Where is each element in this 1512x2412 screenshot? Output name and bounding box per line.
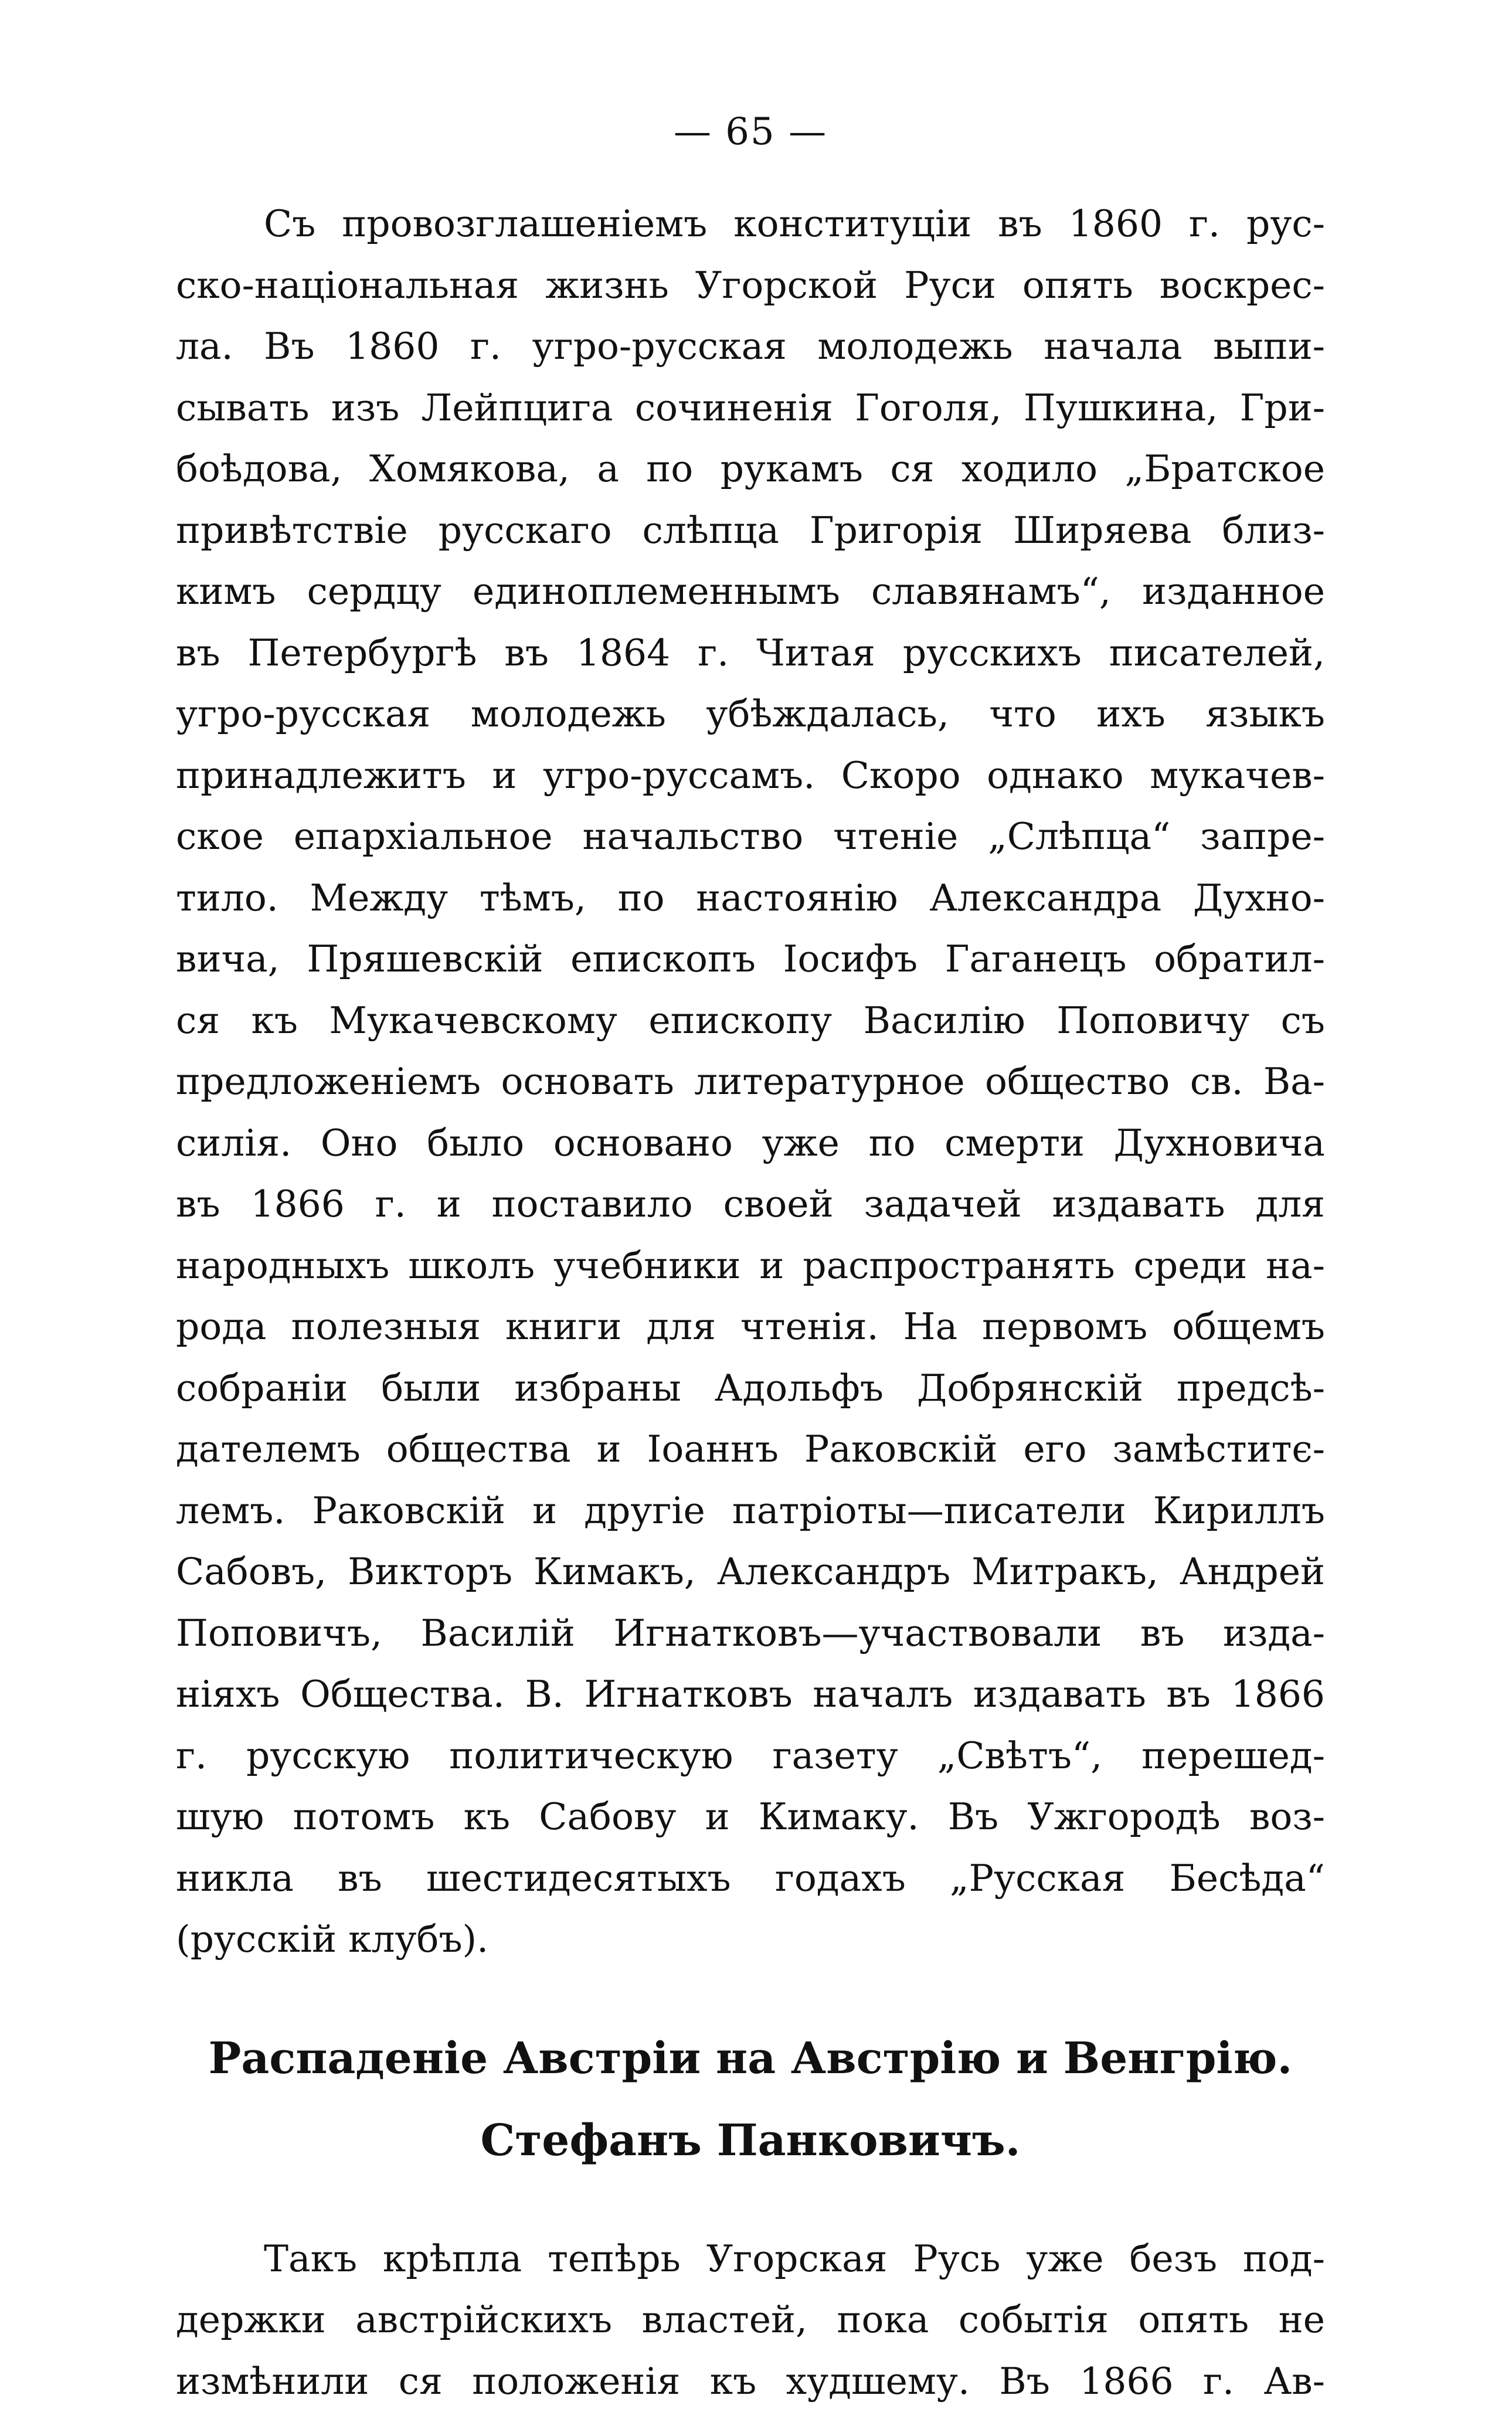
page-number: — 65 — [176,106,1325,158]
text-line: силія. Оно было основано уже по смерти Духновича [176,1113,1325,1174]
text-line: собраніи были избраны Адольфъ Добрянскій предсѣ- [176,1358,1325,1419]
section-heading-line-2: Стефанъ Панковичъ. [176,2100,1325,2182]
text-line: Съ провозглашеніемъ конституціи въ 1860 г. рус- [176,193,1325,255]
text-line: ско-національная жизнь Угорской Руси опять воскрес- [176,255,1325,317]
book-page [176,106,1325,2412]
text-line: шую потомъ къ Сабову и Кимаку. Въ Ужгородѣ воз- [176,1786,1325,1848]
text-line: вича, Пряшевскій епископъ Іосифъ Гаганецъ обратил- [176,929,1325,990]
text-line: кимъ сердцу единоплеменнымъ славянамъ“, изданное [176,561,1325,623]
text-line: тило. Между тѣмъ, по настоянію Александра Духно- [176,868,1325,929]
text-line: боѣдова, Хомякова, а по рукамъ ся ходило „Братское [176,439,1325,500]
text-line: лемъ. Раковскій и другіе патріоты—писатели Кириллъ [176,1480,1325,1542]
text-line: держки австрійскихъ властей, пока событія опять не [176,2289,1325,2351]
text-line: никла въ шестидесятыхъ годахъ „Русская Бесѣда“ [176,1848,1325,1910]
text-line: Сабовъ, Викторъ Кимакъ, Александръ Митракъ, Андрей [176,1541,1325,1603]
text-line: народныхъ школъ учебники и распространять среди на- [176,1235,1325,1297]
text-line: измѣнили ся положенія къ худшему. Въ 1866 г. Ав- [176,2351,1325,2412]
text-line: г. русскую политическую газету „Свѣтъ“, перешед- [176,1725,1325,1787]
text-line: предложеніемъ основать литературное общество св. Ва- [176,1051,1325,1113]
section-heading-line-1: Распаденіе Австріи на Австрію и Венгрію. [176,2017,1325,2100]
text-line: ла. Въ 1860 г. угро-русская молодежь начала выпи- [176,316,1325,378]
text-line: Такъ крѣпла тепѣрь Угорская Русь уже безъ под- [176,2228,1325,2290]
text-line: ское епархіальное начальство чтеніе „Слѣпца“ запре- [176,806,1325,868]
text-line: Поповичъ, Василій Игнатковъ—участвовали въ изда- [176,1603,1325,1664]
text-line: ся къ Мукачевскому епископу Василію Поповичу съ [176,990,1325,1052]
section-heading [176,2017,1325,2182]
text-line: рода полезныя книги для чтенія. На первомъ общемъ [176,1296,1325,1358]
paragraph-austria [176,2228,1325,2412]
text-line: принадлежитъ и угро-руссамъ. Скоро однако мукачев- [176,745,1325,807]
text-line: ніяхъ Общества. В. Игнатковъ началъ издавать въ 1866 [176,1664,1325,1725]
text-line: угро-русская молодежь убѣждалась, что ихъ языкъ [176,684,1325,745]
text-line: дателемъ общества и Іоаннъ Раковскій его замѣститє- [176,1419,1325,1480]
paragraph-constitution [176,193,1325,1971]
text-line: (русскій клубъ). [176,1909,1325,1971]
text-line: въ Петербургѣ въ 1864 г. Читая русскихъ писателей, [176,623,1325,684]
text-line: сывать изъ Лейпцига сочиненія Гоголя, Пушкина, Гри- [176,378,1325,439]
text-line: привѣтствіе русскаго слѣпца Григорія Ширяева близ- [176,500,1325,562]
text-line: въ 1866 г. и поставило своей задачей издавать для [176,1174,1325,1235]
